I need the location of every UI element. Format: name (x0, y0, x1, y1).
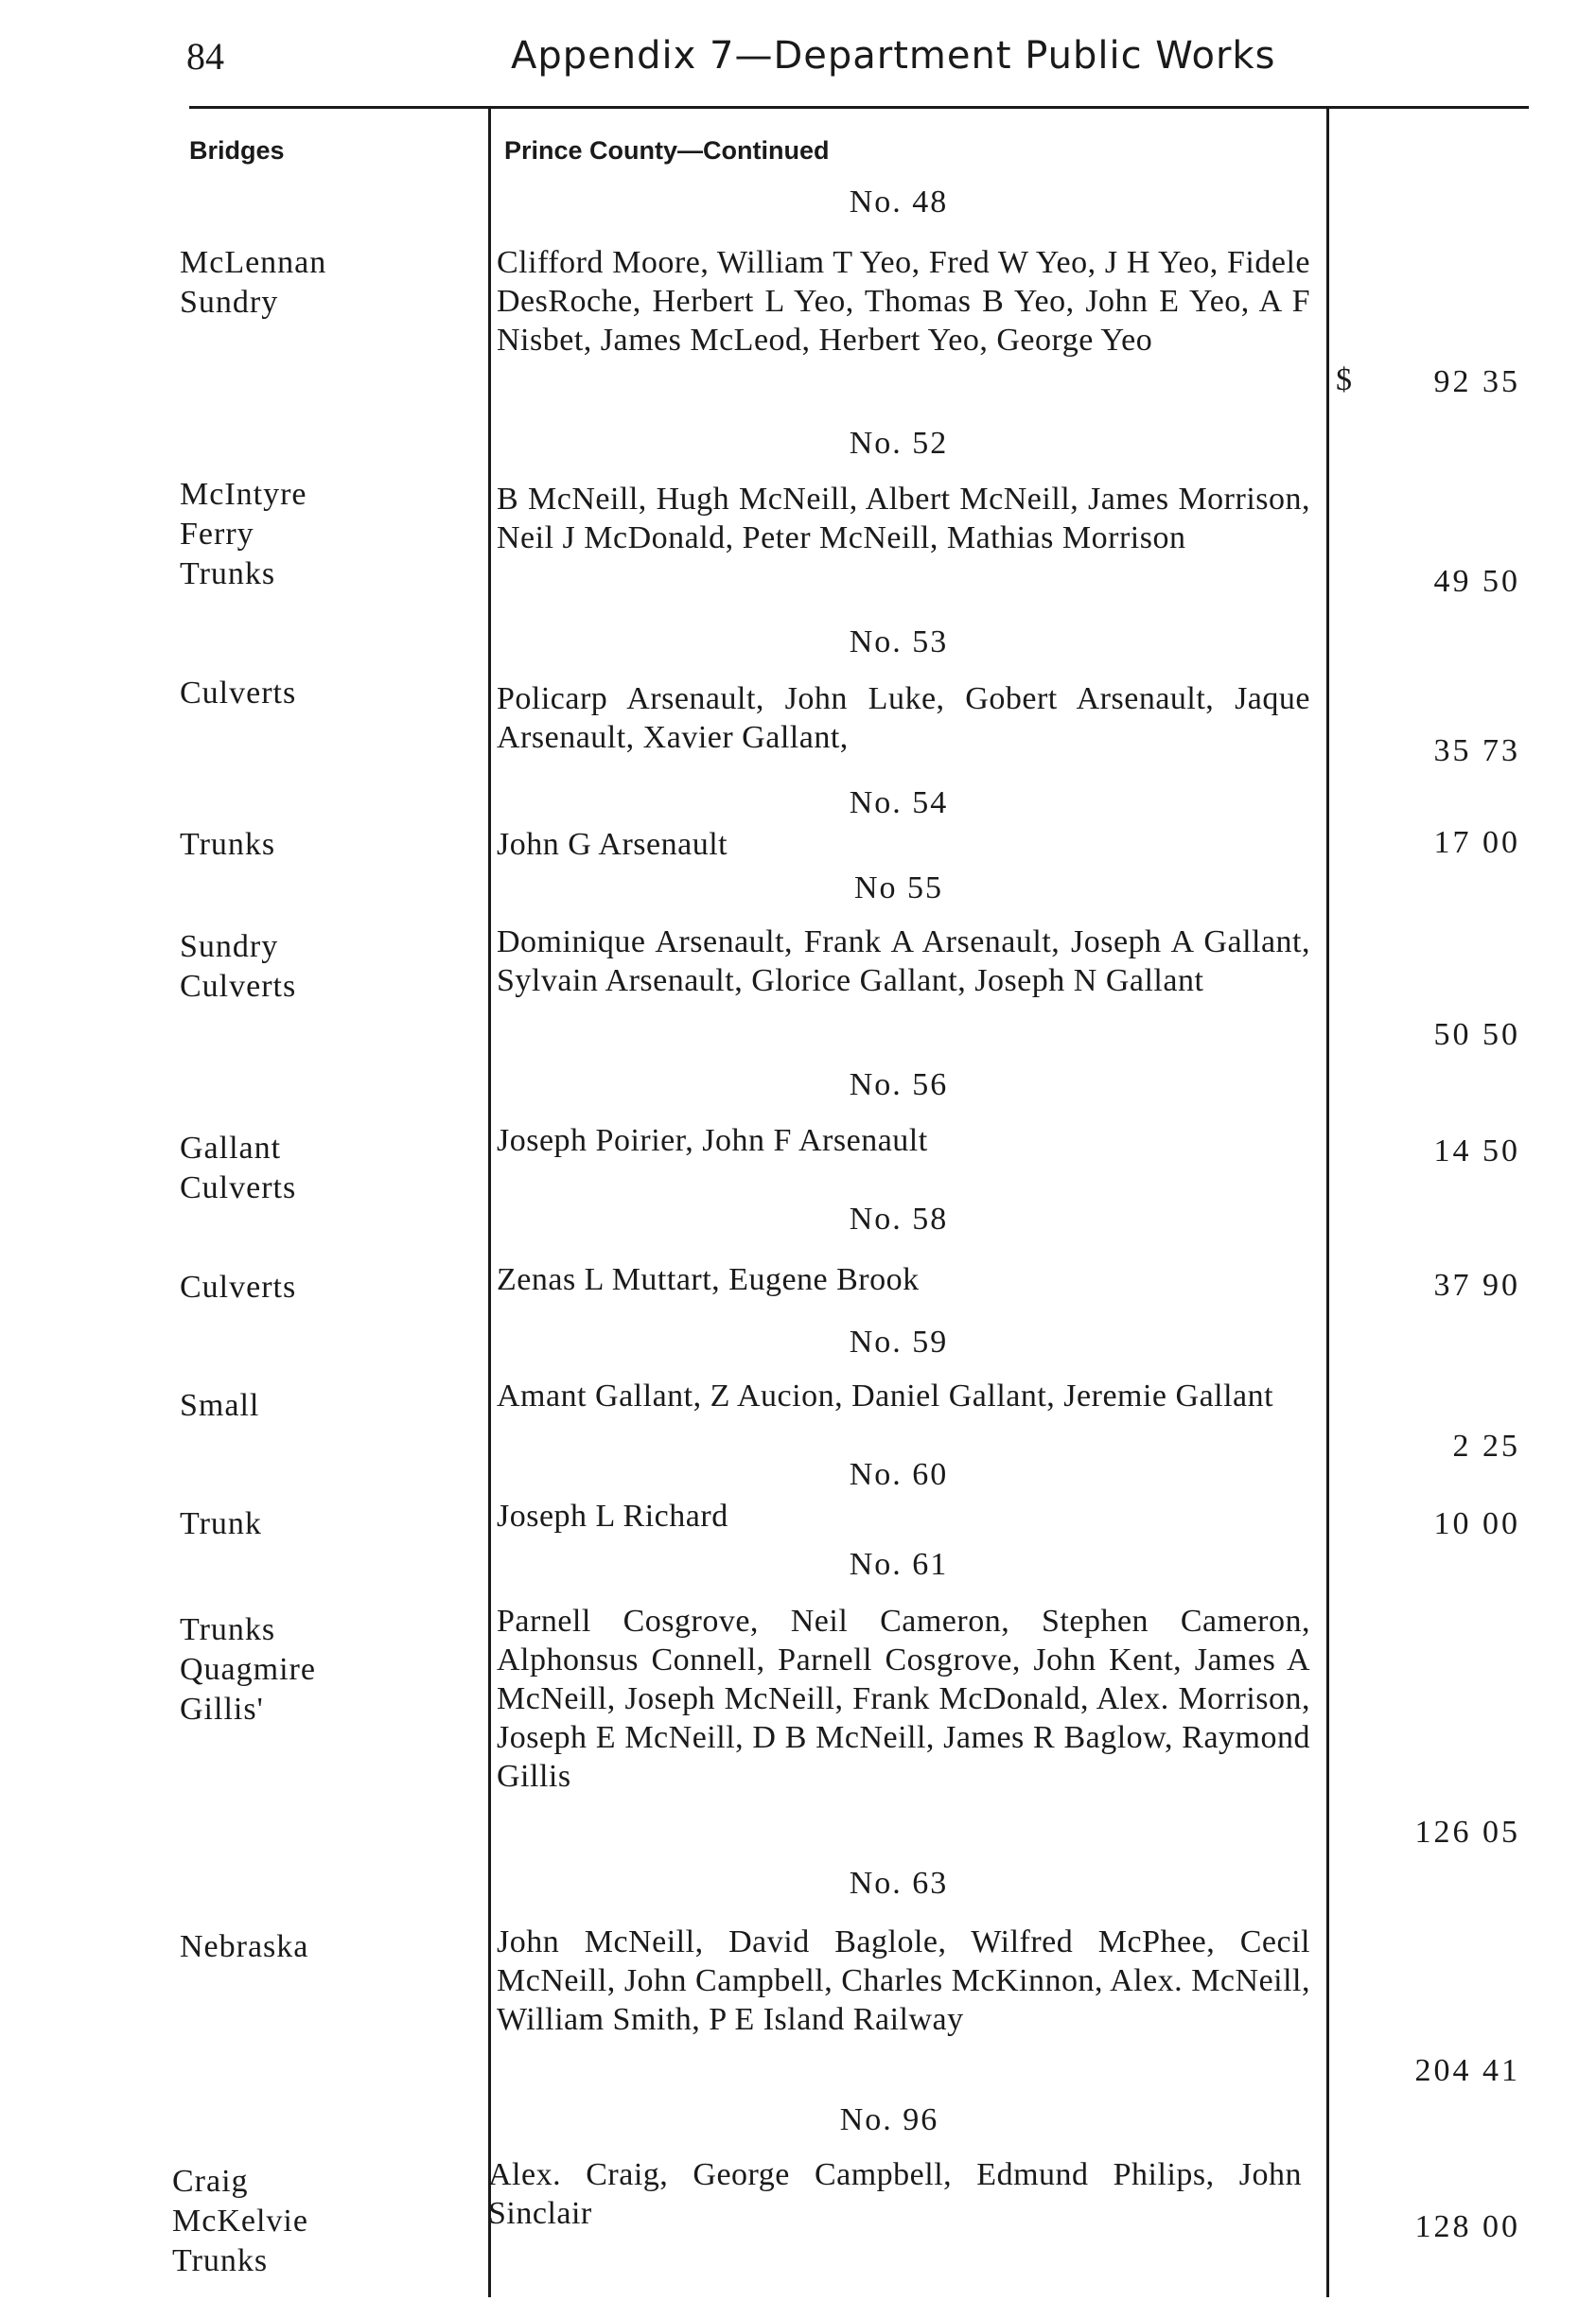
workers-list: John G Arsenault (497, 827, 728, 862)
bridges-column-header: Bridges (189, 136, 285, 165)
bridge-name (172, 2162, 308, 2281)
contract-number: No. 53 (849, 624, 949, 659)
workers-list: Joseph Poirier, John F Arsenault (497, 1123, 928, 1158)
bridge-name-text: Trunk (180, 1506, 262, 1541)
bridge-name-text: Gallant Culverts (180, 1131, 297, 1205)
bridge-name (180, 1610, 316, 1730)
amount: 10 00 (1433, 1506, 1520, 1541)
contract-number: No. 63 (849, 1866, 949, 1901)
contract-number: No. 54 (849, 785, 949, 820)
workers-list: Parnell Cosgrove, Neil Cameron, Stephen Cameron, Alphonsus Connell, Parnell Cosgrove, John Kent, James A McNeill, Joseph McNeill, Frank McDonald, Alex. Morrison, Joseph E McNeill, D B McNeill, James R Baglow, Raymond Gillis (497, 1604, 1310, 1794)
bridge-name (180, 825, 275, 865)
amount: 14 50 (1433, 1133, 1520, 1168)
contract-number: No. 48 (849, 184, 949, 220)
column-divider-left (488, 108, 491, 2297)
contract-number: No. 96 (839, 2102, 939, 2137)
amount: 92 35 (1433, 364, 1520, 399)
amount: 2 25 (1452, 1429, 1520, 1464)
workers-list: Clifford Moore, William T Yeo, Fred W Yeo, J H Yeo, Fidele DesRoche, Herbert L Yeo, Thomas B Yeo, John E Yeo, A F Nisbet, James McLeod, Herbert Yeo, George Yeo (497, 245, 1310, 358)
county-column-header: Prince County—Continued (504, 136, 830, 165)
workers-list: Amant Gallant, Z Aucion, Daniel Gallant, Jeremie Gallant (497, 1379, 1274, 1414)
amount: 49 50 (1433, 564, 1520, 599)
column-divider-right (1326, 108, 1329, 2297)
bridge-name (180, 1927, 308, 1967)
dollar-sign: $ (1336, 362, 1352, 397)
bridge-name-text: Trunks (180, 827, 276, 862)
bridge-name-text: McLennan Sundry (180, 245, 327, 320)
bridge-name (180, 1386, 259, 1426)
page-title: Appendix 7—Department Public Works (511, 34, 1276, 78)
contract-number: No. 60 (849, 1457, 949, 1492)
bridge-name (180, 243, 326, 323)
bridge-name (180, 674, 296, 713)
amount: 204 41 (1414, 2053, 1520, 2088)
amount: 37 90 (1433, 1268, 1520, 1303)
contract-number: No. 59 (849, 1325, 949, 1360)
contract-number: No. 56 (849, 1067, 949, 1102)
bridge-name (180, 1268, 296, 1308)
bridge-name-text: Culverts (180, 1270, 297, 1305)
amount: 126 05 (1414, 1815, 1520, 1850)
bridge-name-text: Culverts (180, 676, 297, 711)
workers-list: B McNeill, Hugh McNeill, Albert McNeill, James Morrison, Neil J McDonald, Peter McNeill, Mathias Morrison (497, 482, 1310, 555)
bridge-name-text: Trunks Quagmire Gillis' (180, 1612, 316, 1727)
workers-list: Joseph L Richard (497, 1499, 728, 1534)
amount: 50 50 (1433, 1017, 1520, 1052)
amount: 35 73 (1433, 733, 1520, 768)
contract-number: No 55 (853, 870, 944, 905)
bridge-name (180, 1129, 296, 1208)
amount: 17 00 (1433, 825, 1520, 860)
amount: 128 00 (1414, 2209, 1520, 2244)
contract-number: No. 58 (849, 1202, 949, 1237)
page-number: 84 (186, 35, 224, 78)
contract-number: No. 61 (849, 1547, 949, 1582)
workers-list: John McNeill, David Baglole, Wilfred McPhee, Cecil McNeill, John Campbell, Charles McKinnon, Alex. McNeill, William Smith, P E Island Railway (497, 1924, 1310, 2037)
workers-list: Dominique Arsenault, Frank A Arsenault, Joseph A Gallant, Sylvain Arsenault, Glorice Gallant, Joseph N Gallant (497, 924, 1310, 998)
bridge-name-text: Small (180, 1388, 260, 1423)
bridge-name-text: Sundry Culverts (180, 929, 297, 1004)
bridge-name (180, 927, 296, 1007)
bridge-name (180, 475, 307, 594)
bridge-name-text: Nebraska (180, 1929, 309, 1964)
bridge-name-text: McIntyre Ferry Trunks (180, 477, 307, 591)
contract-number: No. 52 (849, 426, 949, 461)
bridge-name-text: Craig McKelvie Trunks (172, 2164, 308, 2278)
workers-list: Zenas L Muttart, Eugene Brook (497, 1262, 920, 1297)
workers-list: Policarp Arsenault, John Luke, Gobert Arsenault, Jaque Arsenault, Xavier Gallant, (497, 681, 1310, 755)
workers-list: Alex. Craig, George Campbell, Edmund Philips, John Sinclair (488, 2157, 1302, 2231)
bridge-name (180, 1504, 262, 1544)
